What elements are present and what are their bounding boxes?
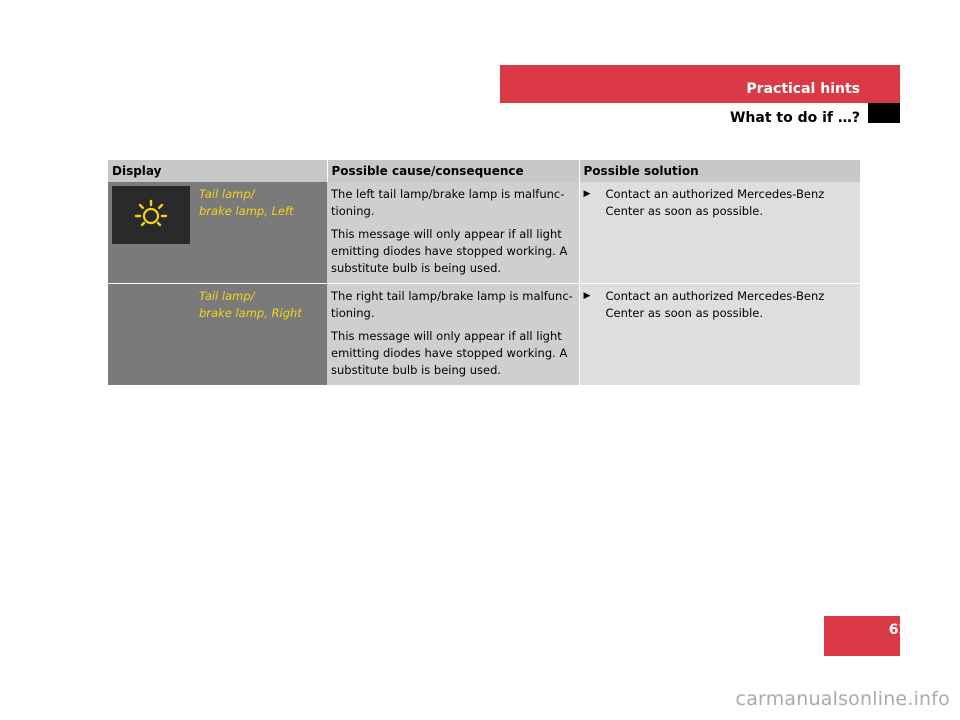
troubleshooting-table <box>108 160 861 386</box>
cause-text: The left tail lamp/brake lamp is malfunc-tioning. <box>331 187 565 218</box>
display-message-cell <box>195 182 327 284</box>
solution-text: Contact an authorized Mercedes-Benz Center as soon as possible. <box>605 289 825 320</box>
page-number: 621 <box>888 622 918 638</box>
column-header-cause: Possible cause/consequence <box>327 160 579 182</box>
display-message-line: brake lamp, Right <box>199 306 302 320</box>
display-message-line: Tail lamp/ <box>199 289 255 303</box>
column-header-display: Display <box>108 160 327 182</box>
watermark: carmanualsonline.info <box>735 688 950 710</box>
cause-note: This message will only appear if all light emitting diodes have stopped working. A substitute bulb is being used. <box>331 329 568 377</box>
cause-text: The right tail lamp/brake lamp is malfunc-tioning. <box>331 289 573 320</box>
solution-text: Contact an authorized Mercedes-Benz Center as soon as possible. <box>605 187 825 218</box>
solution-cell <box>579 284 860 386</box>
display-icon-cell <box>108 284 195 386</box>
display-message-line: brake lamp, Left <box>199 204 294 218</box>
display-message-line: Tail lamp/ <box>199 187 255 201</box>
subsection-title: What to do if …? <box>729 110 860 126</box>
table-row <box>108 284 860 386</box>
cause-cell <box>327 284 579 386</box>
column-header-solution: Possible solution <box>579 160 860 182</box>
display-icon-cell <box>108 182 195 284</box>
table-row <box>108 182 860 284</box>
cause-note: This message will only appear if all light emitting diodes have stopped working. A substitute bulb is being used. <box>331 227 568 275</box>
section-title: Practical hints <box>746 81 860 97</box>
bullet-arrow-icon: ▶ <box>583 291 591 301</box>
lamp-icon <box>112 186 190 244</box>
display-message-cell <box>195 284 327 386</box>
header-tab-marker <box>868 103 900 123</box>
bullet-arrow-icon: ▶ <box>583 189 591 199</box>
table-header-row <box>108 160 860 182</box>
solution-cell <box>579 182 860 284</box>
cause-cell <box>327 182 579 284</box>
